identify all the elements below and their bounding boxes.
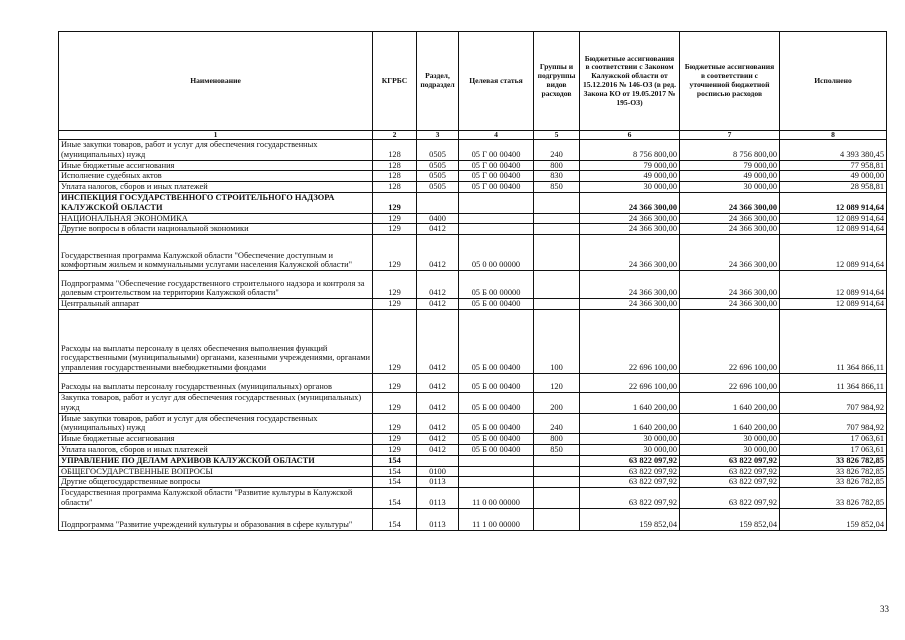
table-row bbox=[59, 192, 887, 213]
header-target: Целевая статья bbox=[459, 32, 534, 131]
table-row bbox=[59, 235, 887, 271]
row-law-allocation: 49 000,00 bbox=[580, 171, 680, 182]
row-expense-group bbox=[534, 271, 580, 299]
row-target-article: 05 Б 00 00400 bbox=[459, 444, 534, 455]
row-executed: 12 089 914,64 bbox=[780, 271, 887, 299]
row-target-article: 05 Г 00 00400 bbox=[459, 160, 534, 171]
row-ktrbs: 128 bbox=[373, 182, 417, 193]
row-executed: 33 826 782,85 bbox=[780, 477, 887, 488]
row-name: ИНСПЕКЦИЯ ГОСУДАРСТВЕННОГО СТРОИТЕЛЬНОГО НАДЗОРА КАЛУЖСКОЙ ОБЛАСТИ bbox=[59, 192, 373, 213]
row-budget-allocation: 24 366 300,00 bbox=[680, 192, 780, 213]
row-expense-group bbox=[534, 192, 580, 213]
row-law-allocation: 159 852,04 bbox=[580, 508, 680, 530]
row-expense-group: 100 bbox=[534, 309, 580, 373]
header-ktrbs: КГРБС bbox=[373, 32, 417, 131]
row-ktrbs: 129 bbox=[373, 309, 417, 373]
column-number: 2 bbox=[373, 131, 417, 140]
column-number: 6 bbox=[580, 131, 680, 140]
row-ktrbs: 129 bbox=[373, 413, 417, 434]
row-expense-group bbox=[534, 299, 580, 310]
row-budget-allocation: 1 640 200,00 bbox=[680, 392, 780, 413]
row-target-article: 05 Г 00 00400 bbox=[459, 182, 534, 193]
row-law-allocation: 24 366 300,00 bbox=[580, 192, 680, 213]
row-law-allocation: 63 822 097,92 bbox=[580, 488, 680, 509]
table-row bbox=[59, 413, 887, 434]
row-ktrbs: 129 bbox=[373, 235, 417, 271]
row-target-article bbox=[459, 224, 534, 235]
row-name: Исполнение судебных актов bbox=[59, 171, 373, 182]
row-target-article: 05 Г 00 00400 bbox=[459, 140, 534, 161]
row-executed: 12 089 914,64 bbox=[780, 235, 887, 271]
row-name: Иные закупки товаров, работ и услуг для обеспечения государственных (муниципальных) нужд bbox=[59, 413, 373, 434]
column-number: 1 bbox=[59, 131, 373, 140]
row-budget-allocation: 49 000,00 bbox=[680, 171, 780, 182]
column-number: 5 bbox=[534, 131, 580, 140]
row-law-allocation: 24 366 300,00 bbox=[580, 224, 680, 235]
row-section: 0505 bbox=[417, 140, 459, 161]
row-name: Подпрограмма "Обеспечение государственного строительного надзора и контроля за долевым строительством на территории Калужской области" bbox=[59, 271, 373, 299]
row-ktrbs: 129 bbox=[373, 224, 417, 235]
row-target-article: 11 0 00 00000 bbox=[459, 488, 534, 509]
row-budget-allocation: 1 640 200,00 bbox=[680, 413, 780, 434]
row-section bbox=[417, 455, 459, 466]
row-budget-allocation: 63 822 097,92 bbox=[680, 488, 780, 509]
row-executed: 12 089 914,64 bbox=[780, 213, 887, 224]
row-expense-group bbox=[534, 213, 580, 224]
table-row bbox=[59, 171, 887, 182]
row-ktrbs: 154 bbox=[373, 488, 417, 509]
table-row bbox=[59, 488, 887, 509]
row-expense-group bbox=[534, 224, 580, 235]
row-ktrbs: 129 bbox=[373, 434, 417, 445]
row-budget-allocation: 30 000,00 bbox=[680, 434, 780, 445]
table-row bbox=[59, 508, 887, 530]
row-target-article: 05 Г 00 00400 bbox=[459, 171, 534, 182]
row-ktrbs: 128 bbox=[373, 140, 417, 161]
row-section: 0412 bbox=[417, 299, 459, 310]
table-row bbox=[59, 477, 887, 488]
row-section: 0412 bbox=[417, 413, 459, 434]
column-number: 7 bbox=[680, 131, 780, 140]
row-budget-allocation: 63 822 097,92 bbox=[680, 455, 780, 466]
row-name: Иные бюджетные ассигнования bbox=[59, 434, 373, 445]
row-expense-group: 240 bbox=[534, 140, 580, 161]
row-budget-allocation: 8 756 800,00 bbox=[680, 140, 780, 161]
row-name: НАЦИОНАЛЬНАЯ ЭКОНОМИКА bbox=[59, 213, 373, 224]
row-executed: 12 089 914,64 bbox=[780, 299, 887, 310]
row-budget-allocation: 22 696 100,00 bbox=[680, 373, 780, 392]
row-name: Иные закупки товаров, работ и услуг для обеспечения государственных (муниципальных) нужд bbox=[59, 140, 373, 161]
row-executed: 17 063,61 bbox=[780, 444, 887, 455]
row-expense-group: 800 bbox=[534, 434, 580, 445]
row-name: Расходы на выплаты персоналу в целях обеспечения выполнения функций государственными (муниципальными) органами, казенными учреждениями, органами управления государственными внебюджетными фондами bbox=[59, 309, 373, 373]
row-target-article: 05 Б 00 00400 bbox=[459, 434, 534, 445]
row-target-article bbox=[459, 466, 534, 477]
row-section: 0412 bbox=[417, 392, 459, 413]
row-ktrbs: 129 bbox=[373, 373, 417, 392]
row-name: Государственная программа Калужской области "Обеспечение доступным и комфортным жильем и коммунальными услугами населения Калужской области" bbox=[59, 235, 373, 271]
row-law-allocation: 30 000,00 bbox=[580, 444, 680, 455]
table-row bbox=[59, 373, 887, 392]
row-expense-group bbox=[534, 508, 580, 530]
row-section: 0412 bbox=[417, 373, 459, 392]
row-executed: 4 393 380,45 bbox=[780, 140, 887, 161]
row-law-allocation: 24 366 300,00 bbox=[580, 271, 680, 299]
row-name: УПРАВЛЕНИЕ ПО ДЕЛАМ АРХИВОВ КАЛУЖСКОЙ ОБЛАСТИ bbox=[59, 455, 373, 466]
table-row bbox=[59, 309, 887, 373]
row-budget-allocation: 24 366 300,00 bbox=[680, 235, 780, 271]
row-ktrbs: 128 bbox=[373, 160, 417, 171]
row-budget-allocation: 79 000,00 bbox=[680, 160, 780, 171]
row-expense-group: 850 bbox=[534, 444, 580, 455]
row-law-allocation: 79 000,00 bbox=[580, 160, 680, 171]
budget-table bbox=[58, 31, 887, 531]
header-row bbox=[59, 32, 887, 131]
row-executed: 159 852,04 bbox=[780, 508, 887, 530]
row-executed: 28 958,81 bbox=[780, 182, 887, 193]
column-number-row bbox=[59, 131, 887, 140]
row-target-article: 05 Б 00 00000 bbox=[459, 271, 534, 299]
row-target-article bbox=[459, 192, 534, 213]
table-row bbox=[59, 466, 887, 477]
row-name: Закупка товаров, работ и услуг для обеспечения государственных (муниципальных) нужд bbox=[59, 392, 373, 413]
row-expense-group: 240 bbox=[534, 413, 580, 434]
row-expense-group: 200 bbox=[534, 392, 580, 413]
table-row bbox=[59, 213, 887, 224]
row-target-article: 11 1 00 00000 bbox=[459, 508, 534, 530]
row-budget-allocation: 24 366 300,00 bbox=[680, 213, 780, 224]
row-executed: 17 063,61 bbox=[780, 434, 887, 445]
row-ktrbs: 129 bbox=[373, 392, 417, 413]
row-executed: 77 958,81 bbox=[780, 160, 887, 171]
row-ktrbs: 129 bbox=[373, 271, 417, 299]
row-expense-group bbox=[534, 455, 580, 466]
row-executed: 33 826 782,85 bbox=[780, 488, 887, 509]
row-executed: 33 826 782,85 bbox=[780, 466, 887, 477]
table-row bbox=[59, 434, 887, 445]
row-ktrbs: 154 bbox=[373, 508, 417, 530]
row-ktrbs: 154 bbox=[373, 455, 417, 466]
row-budget-allocation: 63 822 097,92 bbox=[680, 466, 780, 477]
row-law-allocation: 24 366 300,00 bbox=[580, 235, 680, 271]
row-target-article: 05 Б 00 00400 bbox=[459, 309, 534, 373]
row-expense-group bbox=[534, 488, 580, 509]
row-expense-group bbox=[534, 477, 580, 488]
page-number: 33 bbox=[880, 604, 889, 614]
row-name: Другие общегосударственные вопросы bbox=[59, 477, 373, 488]
table-row bbox=[59, 160, 887, 171]
column-number: 4 bbox=[459, 131, 534, 140]
row-name: Государственная программа Калужской области "Развитие культуры в Калужской области" bbox=[59, 488, 373, 509]
row-law-allocation: 1 640 200,00 bbox=[580, 413, 680, 434]
row-budget-allocation: 24 366 300,00 bbox=[680, 271, 780, 299]
row-budget-allocation: 30 000,00 bbox=[680, 182, 780, 193]
row-law-allocation: 30 000,00 bbox=[580, 182, 680, 193]
table-row bbox=[59, 299, 887, 310]
row-section: 0505 bbox=[417, 182, 459, 193]
row-target-article bbox=[459, 213, 534, 224]
row-ktrbs: 128 bbox=[373, 171, 417, 182]
table-row bbox=[59, 140, 887, 161]
row-target-article: 05 Б 00 00400 bbox=[459, 373, 534, 392]
row-target-article bbox=[459, 477, 534, 488]
header-name: Наименование bbox=[59, 32, 373, 131]
row-law-allocation: 22 696 100,00 bbox=[580, 309, 680, 373]
row-budget-allocation: 24 366 300,00 bbox=[680, 299, 780, 310]
row-section: 0113 bbox=[417, 477, 459, 488]
row-law-allocation: 63 822 097,92 bbox=[580, 477, 680, 488]
header-groups: Группы и подгруппы видов расходов bbox=[534, 32, 580, 131]
row-budget-allocation: 63 822 097,92 bbox=[680, 477, 780, 488]
budget-report-table-sheet bbox=[58, 31, 886, 531]
table-body bbox=[59, 140, 887, 531]
header-executed: Исполнено bbox=[780, 32, 887, 131]
row-executed: 12 089 914,64 bbox=[780, 224, 887, 235]
row-target-article: 05 Б 00 00400 bbox=[459, 413, 534, 434]
row-name: Другие вопросы в области национальной экономики bbox=[59, 224, 373, 235]
row-target-article bbox=[459, 455, 534, 466]
row-section: 0412 bbox=[417, 309, 459, 373]
row-ktrbs: 129 bbox=[373, 192, 417, 213]
row-expense-group: 800 bbox=[534, 160, 580, 171]
table-row bbox=[59, 182, 887, 193]
row-name: Расходы на выплаты персоналу государственных (муниципальных) органов bbox=[59, 373, 373, 392]
row-ktrbs: 129 bbox=[373, 444, 417, 455]
row-expense-group bbox=[534, 466, 580, 477]
row-section: 0412 bbox=[417, 434, 459, 445]
row-ktrbs: 154 bbox=[373, 477, 417, 488]
row-name: ОБЩЕГОСУДАРСТВЕННЫЕ ВОПРОСЫ bbox=[59, 466, 373, 477]
row-target-article: 05 Б 00 00400 bbox=[459, 299, 534, 310]
row-executed: 33 826 782,85 bbox=[780, 455, 887, 466]
row-executed: 11 364 866,11 bbox=[780, 373, 887, 392]
row-name: Уплата налогов, сборов и иных платежей bbox=[59, 182, 373, 193]
row-executed: 11 364 866,11 bbox=[780, 309, 887, 373]
row-expense-group: 120 bbox=[534, 373, 580, 392]
row-budget-allocation: 24 366 300,00 bbox=[680, 224, 780, 235]
row-ktrbs: 129 bbox=[373, 299, 417, 310]
row-section bbox=[417, 192, 459, 213]
row-name: Центральный аппарат bbox=[59, 299, 373, 310]
row-law-allocation: 1 640 200,00 bbox=[580, 392, 680, 413]
row-ktrbs: 129 bbox=[373, 213, 417, 224]
row-law-allocation: 63 822 097,92 bbox=[580, 455, 680, 466]
row-section: 0412 bbox=[417, 271, 459, 299]
row-executed: 12 089 914,64 bbox=[780, 192, 887, 213]
row-law-allocation: 30 000,00 bbox=[580, 434, 680, 445]
row-law-allocation: 24 366 300,00 bbox=[580, 213, 680, 224]
row-executed: 707 984,92 bbox=[780, 413, 887, 434]
row-section: 0412 bbox=[417, 235, 459, 271]
row-expense-group bbox=[534, 235, 580, 271]
row-law-allocation: 63 822 097,92 bbox=[580, 466, 680, 477]
row-name: Уплата налогов, сборов и иных платежей bbox=[59, 444, 373, 455]
header-section: Раздел, подраздел bbox=[417, 32, 459, 131]
row-name: Подпрограмма "Развитие учреждений культуры и образования в сфере культуры" bbox=[59, 508, 373, 530]
row-section: 0113 bbox=[417, 488, 459, 509]
row-section: 0113 bbox=[417, 508, 459, 530]
row-target-article: 05 0 00 00000 bbox=[459, 235, 534, 271]
column-number: 3 bbox=[417, 131, 459, 140]
row-budget-allocation: 159 852,04 bbox=[680, 508, 780, 530]
table-row bbox=[59, 392, 887, 413]
row-executed: 49 000,00 bbox=[780, 171, 887, 182]
row-target-article: 05 Б 00 00400 bbox=[459, 392, 534, 413]
row-expense-group: 850 bbox=[534, 182, 580, 193]
header-budget-allocations: Бюджетные ассигнования в соответствии с уточненной бюджетной росписью расходов bbox=[680, 32, 780, 131]
column-number: 8 bbox=[780, 131, 887, 140]
row-section: 0412 bbox=[417, 224, 459, 235]
row-budget-allocation: 30 000,00 bbox=[680, 444, 780, 455]
row-section: 0400 bbox=[417, 213, 459, 224]
row-expense-group: 830 bbox=[534, 171, 580, 182]
row-law-allocation: 24 366 300,00 bbox=[580, 299, 680, 310]
row-section: 0505 bbox=[417, 160, 459, 171]
row-section: 0412 bbox=[417, 444, 459, 455]
row-law-allocation: 8 756 800,00 bbox=[580, 140, 680, 161]
row-law-allocation: 22 696 100,00 bbox=[580, 373, 680, 392]
row-budget-allocation: 22 696 100,00 bbox=[680, 309, 780, 373]
row-section: 0100 bbox=[417, 466, 459, 477]
table-row bbox=[59, 271, 887, 299]
table-row bbox=[59, 444, 887, 455]
header-law-allocations: Бюджетные ассигнования в соответствии с Законом Калужской области от 15.12.2016 № 146-ОЗ (в ред. Закона КО от 19.05.2017 № 195-ОЗ) bbox=[580, 32, 680, 131]
table-row bbox=[59, 455, 887, 466]
row-name: Иные бюджетные ассигнования bbox=[59, 160, 373, 171]
row-executed: 707 984,92 bbox=[780, 392, 887, 413]
table-row bbox=[59, 224, 887, 235]
row-ktrbs: 154 bbox=[373, 466, 417, 477]
row-section: 0505 bbox=[417, 171, 459, 182]
